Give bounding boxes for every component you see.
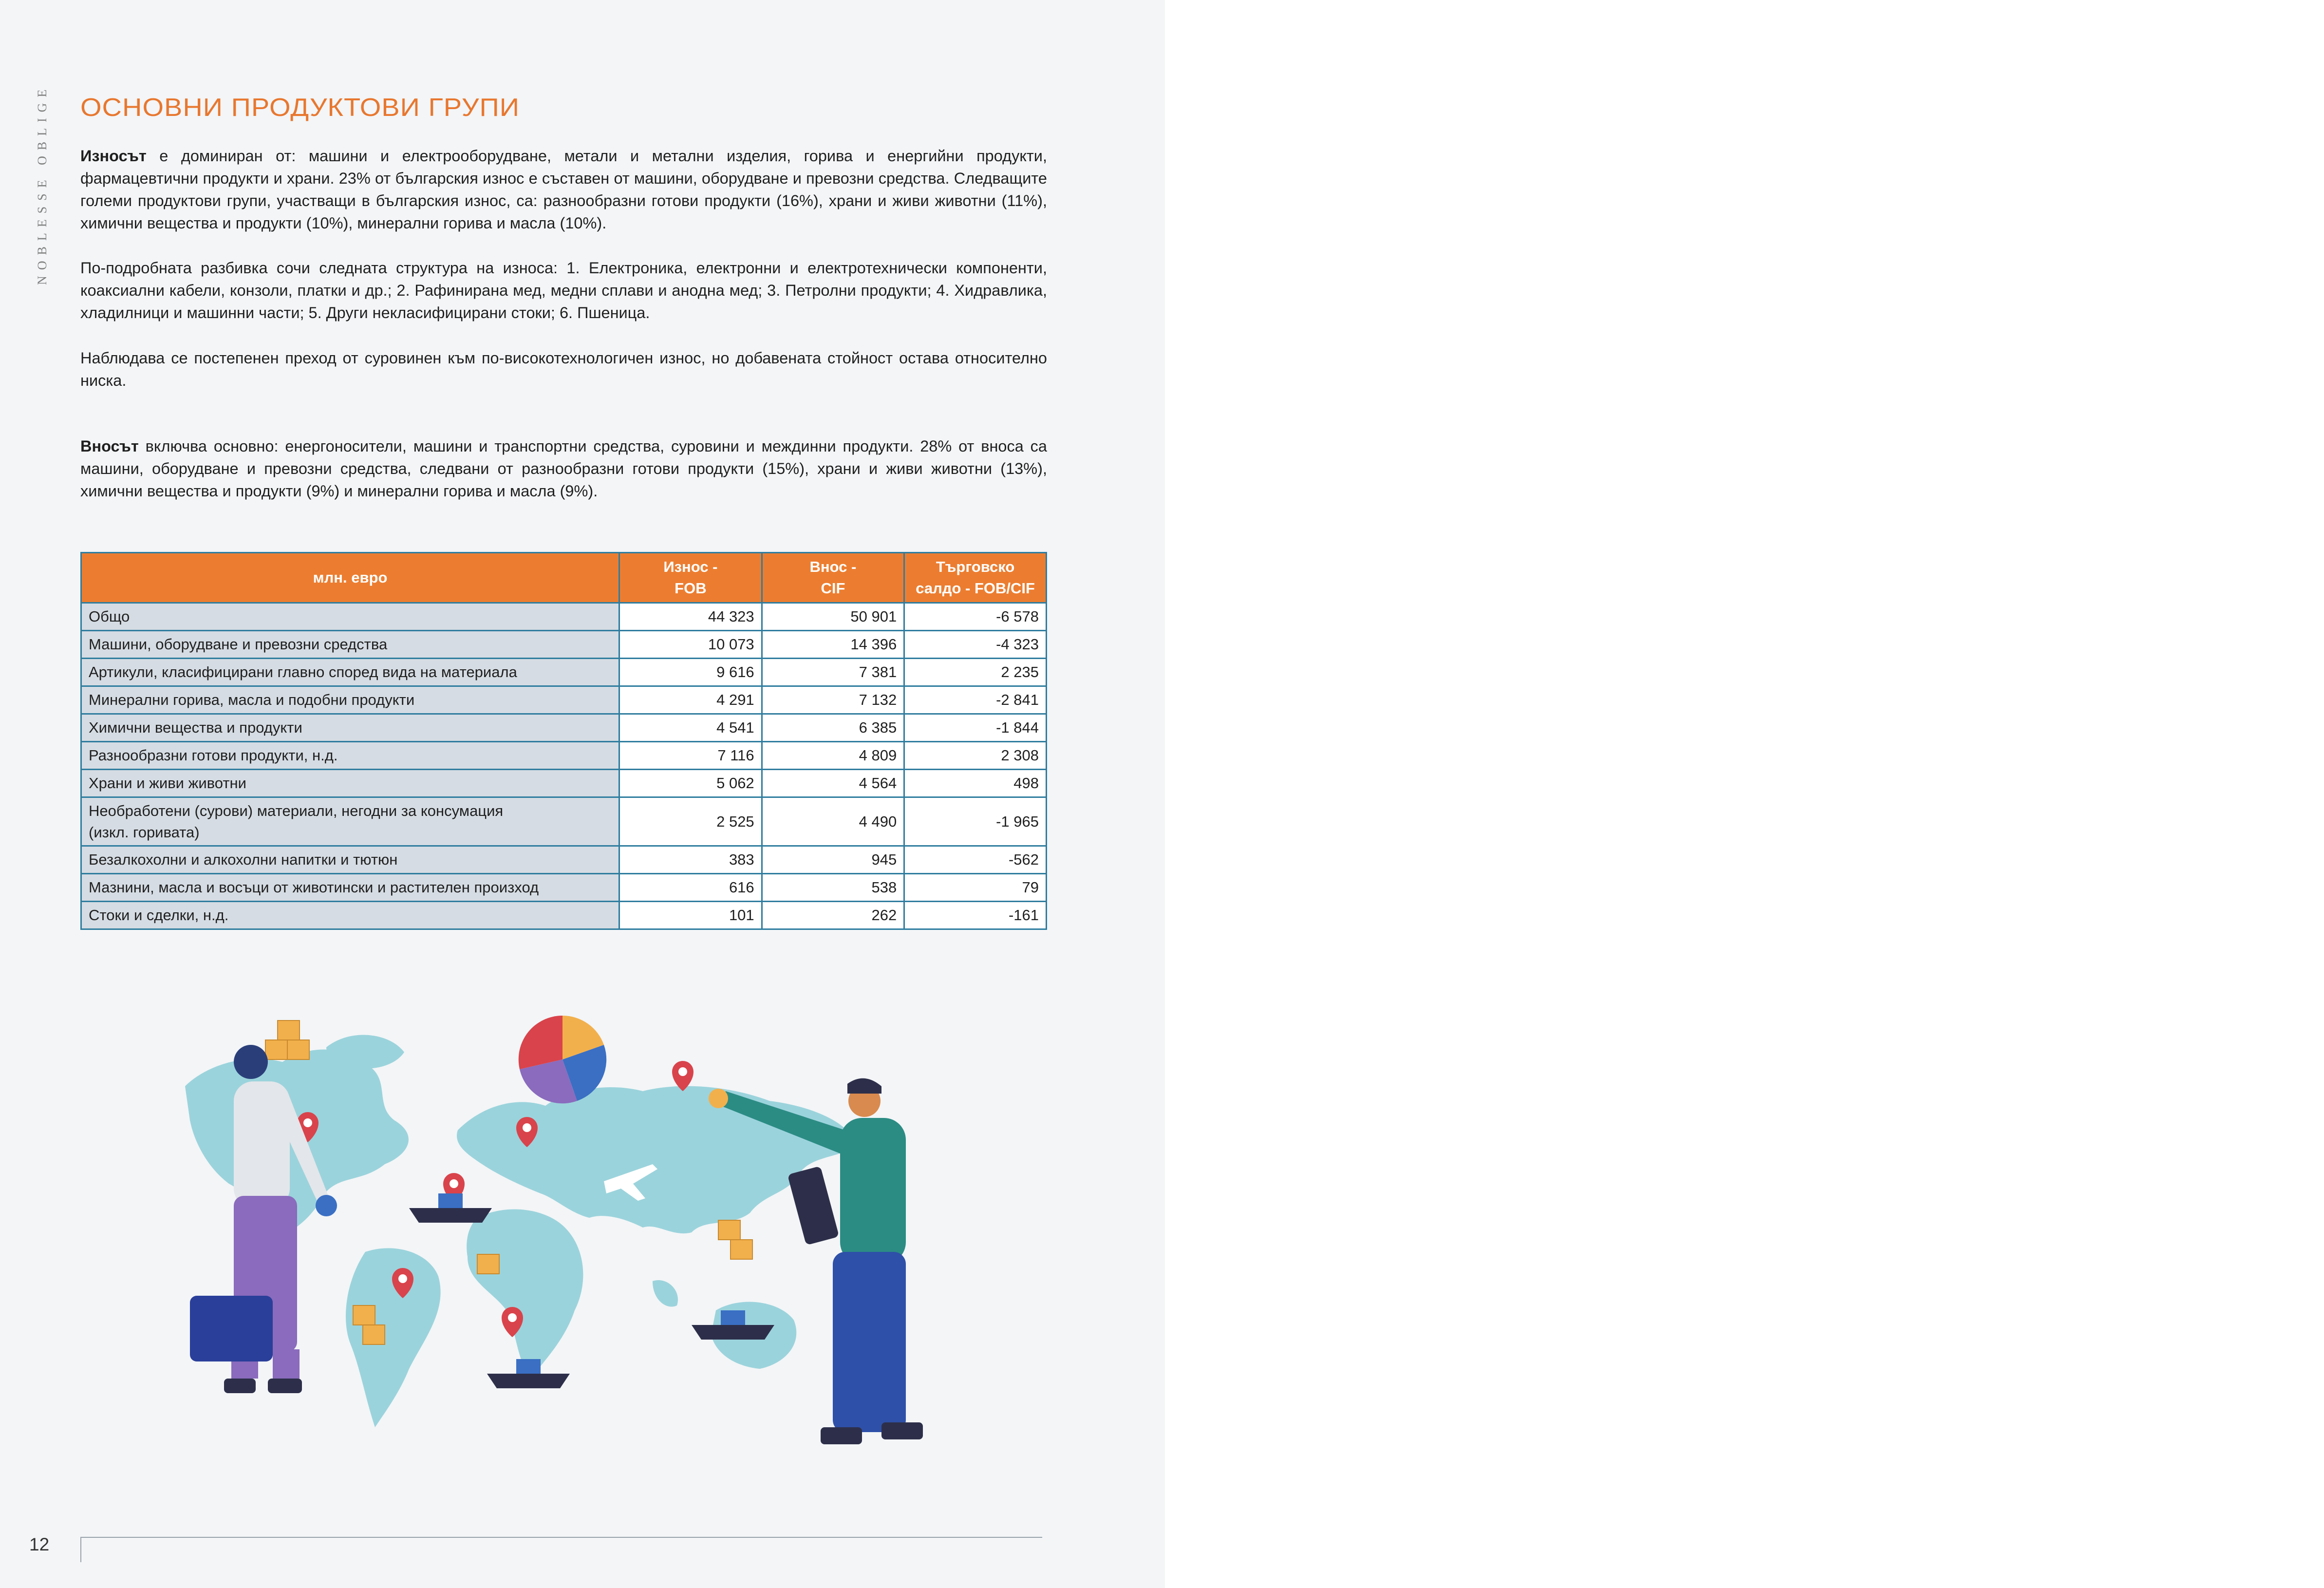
row-export: 4 291 (619, 686, 762, 714)
row-label: Минерални горива, масла и подобни продукти (81, 686, 619, 714)
export-paragraph (80, 145, 1047, 234)
row-label: Машини, оборудване и превозни средства (81, 631, 619, 659)
row-label: Храни и живи животни (81, 770, 619, 797)
row-import: 945 (762, 846, 904, 874)
row-balance: 498 (904, 770, 1047, 797)
export-lead-word: Износът (80, 147, 147, 165)
trade-table (80, 552, 1047, 930)
row-export: 383 (619, 846, 762, 874)
row-label: Стоки и сделки, н.д. (81, 902, 619, 929)
row-import: 4 809 (762, 742, 904, 770)
row-export: 10 073 (619, 631, 762, 659)
import-paragraph (80, 435, 1047, 502)
row-label: Разнообразни готови продукти, н.д. (81, 742, 619, 770)
row-export: 44 323 (619, 603, 762, 631)
row-export: 2 525 (619, 797, 762, 846)
row-export: 5 062 (619, 770, 762, 797)
header-import-line2: CIF (821, 580, 845, 597)
row-import: 7 381 (762, 659, 904, 686)
table-row (81, 714, 1047, 742)
row-label: Артикули, класифицирани главно според вида на материала (81, 659, 619, 686)
row-label: Мазнини, масла и восъци от животински и растителен произход (81, 874, 619, 902)
header-balance-line2: салдо - FOB/CIF (916, 580, 1035, 597)
row-balance: 79 (904, 874, 1047, 902)
header-balance-line1: Търговско (936, 558, 1015, 575)
row-label: Химични вещества и продукти (81, 714, 619, 742)
row-import: 14 396 (762, 631, 904, 659)
row-import: 262 (762, 902, 904, 929)
row-balance: -4 323 (904, 631, 1047, 659)
row-label-line2: (изкл. горивата) (89, 823, 200, 841)
table-row (81, 742, 1047, 770)
transition-paragraph: Наблюдава се постепенен преход от суровинен към по-високотехнологичен износ, но добавената стойност остава относително ниска. (80, 349, 1047, 389)
side-brand-text: NOBLESSE OBLIGE (35, 83, 49, 285)
row-export: 9 616 (619, 659, 762, 686)
table-row (81, 874, 1047, 902)
header-export-line1: Износ - (663, 558, 718, 575)
footer-rule (80, 1537, 1042, 1538)
header-export-line2: FOB (675, 580, 707, 597)
row-import: 50 901 (762, 603, 904, 631)
header-export (619, 553, 762, 603)
world-trade-illustration (166, 1008, 1008, 1476)
table-row (81, 631, 1047, 659)
import-paragraph-text: включва основно: енергоносители, машини и транспортни средства, суровини и междинни продукти. 28% от вноса са машини, оборудване и превозни средства, следвани от разнообразни готови продукти (15%), храни и живи животни (13%), химични вещества и продукти (9%) и минерални горива и масла (9%). (80, 437, 1047, 500)
row-export: 7 116 (619, 742, 762, 770)
row-export: 101 (619, 902, 762, 929)
table-row (81, 603, 1047, 631)
row-label-line1: Необработени (сурови) материали, негодни за консумация (89, 802, 504, 819)
table-header-row (81, 553, 1047, 603)
row-import: 4 564 (762, 770, 904, 797)
row-import: 4 490 (762, 797, 904, 846)
table-row (81, 846, 1047, 874)
export-paragraph-text: е доминиран от: машини и електрооборудване, метали и метални изделия, горива и енергийни продукти, фармацевтични продукти и храни. 23% от българския износ е съставен от машини, оборудване и превозни средства. Следващите големи продуктови групи, участващи в българския износ, са: разнообразни готови продукти (16%), храни и живи животни (11%), химични вещества и продукти (10%), минерални горива и масла (10%). (80, 147, 1047, 232)
row-balance: -161 (904, 902, 1047, 929)
row-balance: -2 841 (904, 686, 1047, 714)
row-balance: -1 844 (904, 714, 1047, 742)
row-label: Общо (81, 603, 619, 631)
footer-rule-tick (80, 1537, 81, 1562)
row-label (81, 797, 619, 846)
row-import: 7 132 (762, 686, 904, 714)
header-import (762, 553, 904, 603)
row-label: Безалкохолни и алкохолни напитки и тютюн (81, 846, 619, 874)
header-import-line1: Внос - (809, 558, 857, 575)
import-lead-word: Вносът (80, 437, 139, 455)
row-import: 6 385 (762, 714, 904, 742)
table-row (81, 770, 1047, 797)
page-number: 12 (29, 1534, 50, 1554)
table-row (81, 659, 1047, 686)
header-balance (904, 553, 1047, 603)
header-label: млн. евро (81, 553, 619, 603)
table-row (81, 686, 1047, 714)
row-balance: 2 308 (904, 742, 1047, 770)
row-balance: -1 965 (904, 797, 1047, 846)
row-export: 4 541 (619, 714, 762, 742)
row-balance: -6 578 (904, 603, 1047, 631)
export-structure-paragraph: По-подробната разбивка сочи следната структура на износа: 1. Електроника, електронни и електротехнически компоненти, коаксиални кабели, конзоли, платки и др.; 2. Рафинирана мед, медни сплави и анодна мед; 3. Петролни продукти; 4. Хидравлика, хладилници и машинни части; 5. Други некласифицирани стоки; 6. Пшеница. (80, 259, 1047, 321)
table-row (81, 902, 1047, 929)
pie-chart-icon (519, 1016, 606, 1103)
row-import: 538 (762, 874, 904, 902)
row-export: 616 (619, 874, 762, 902)
table-row (81, 797, 1047, 846)
row-balance: -562 (904, 846, 1047, 874)
row-balance: 2 235 (904, 659, 1047, 686)
page-title: ОСНОВНИ ПРОДУКТОВИ ГРУПИ (80, 93, 520, 121)
